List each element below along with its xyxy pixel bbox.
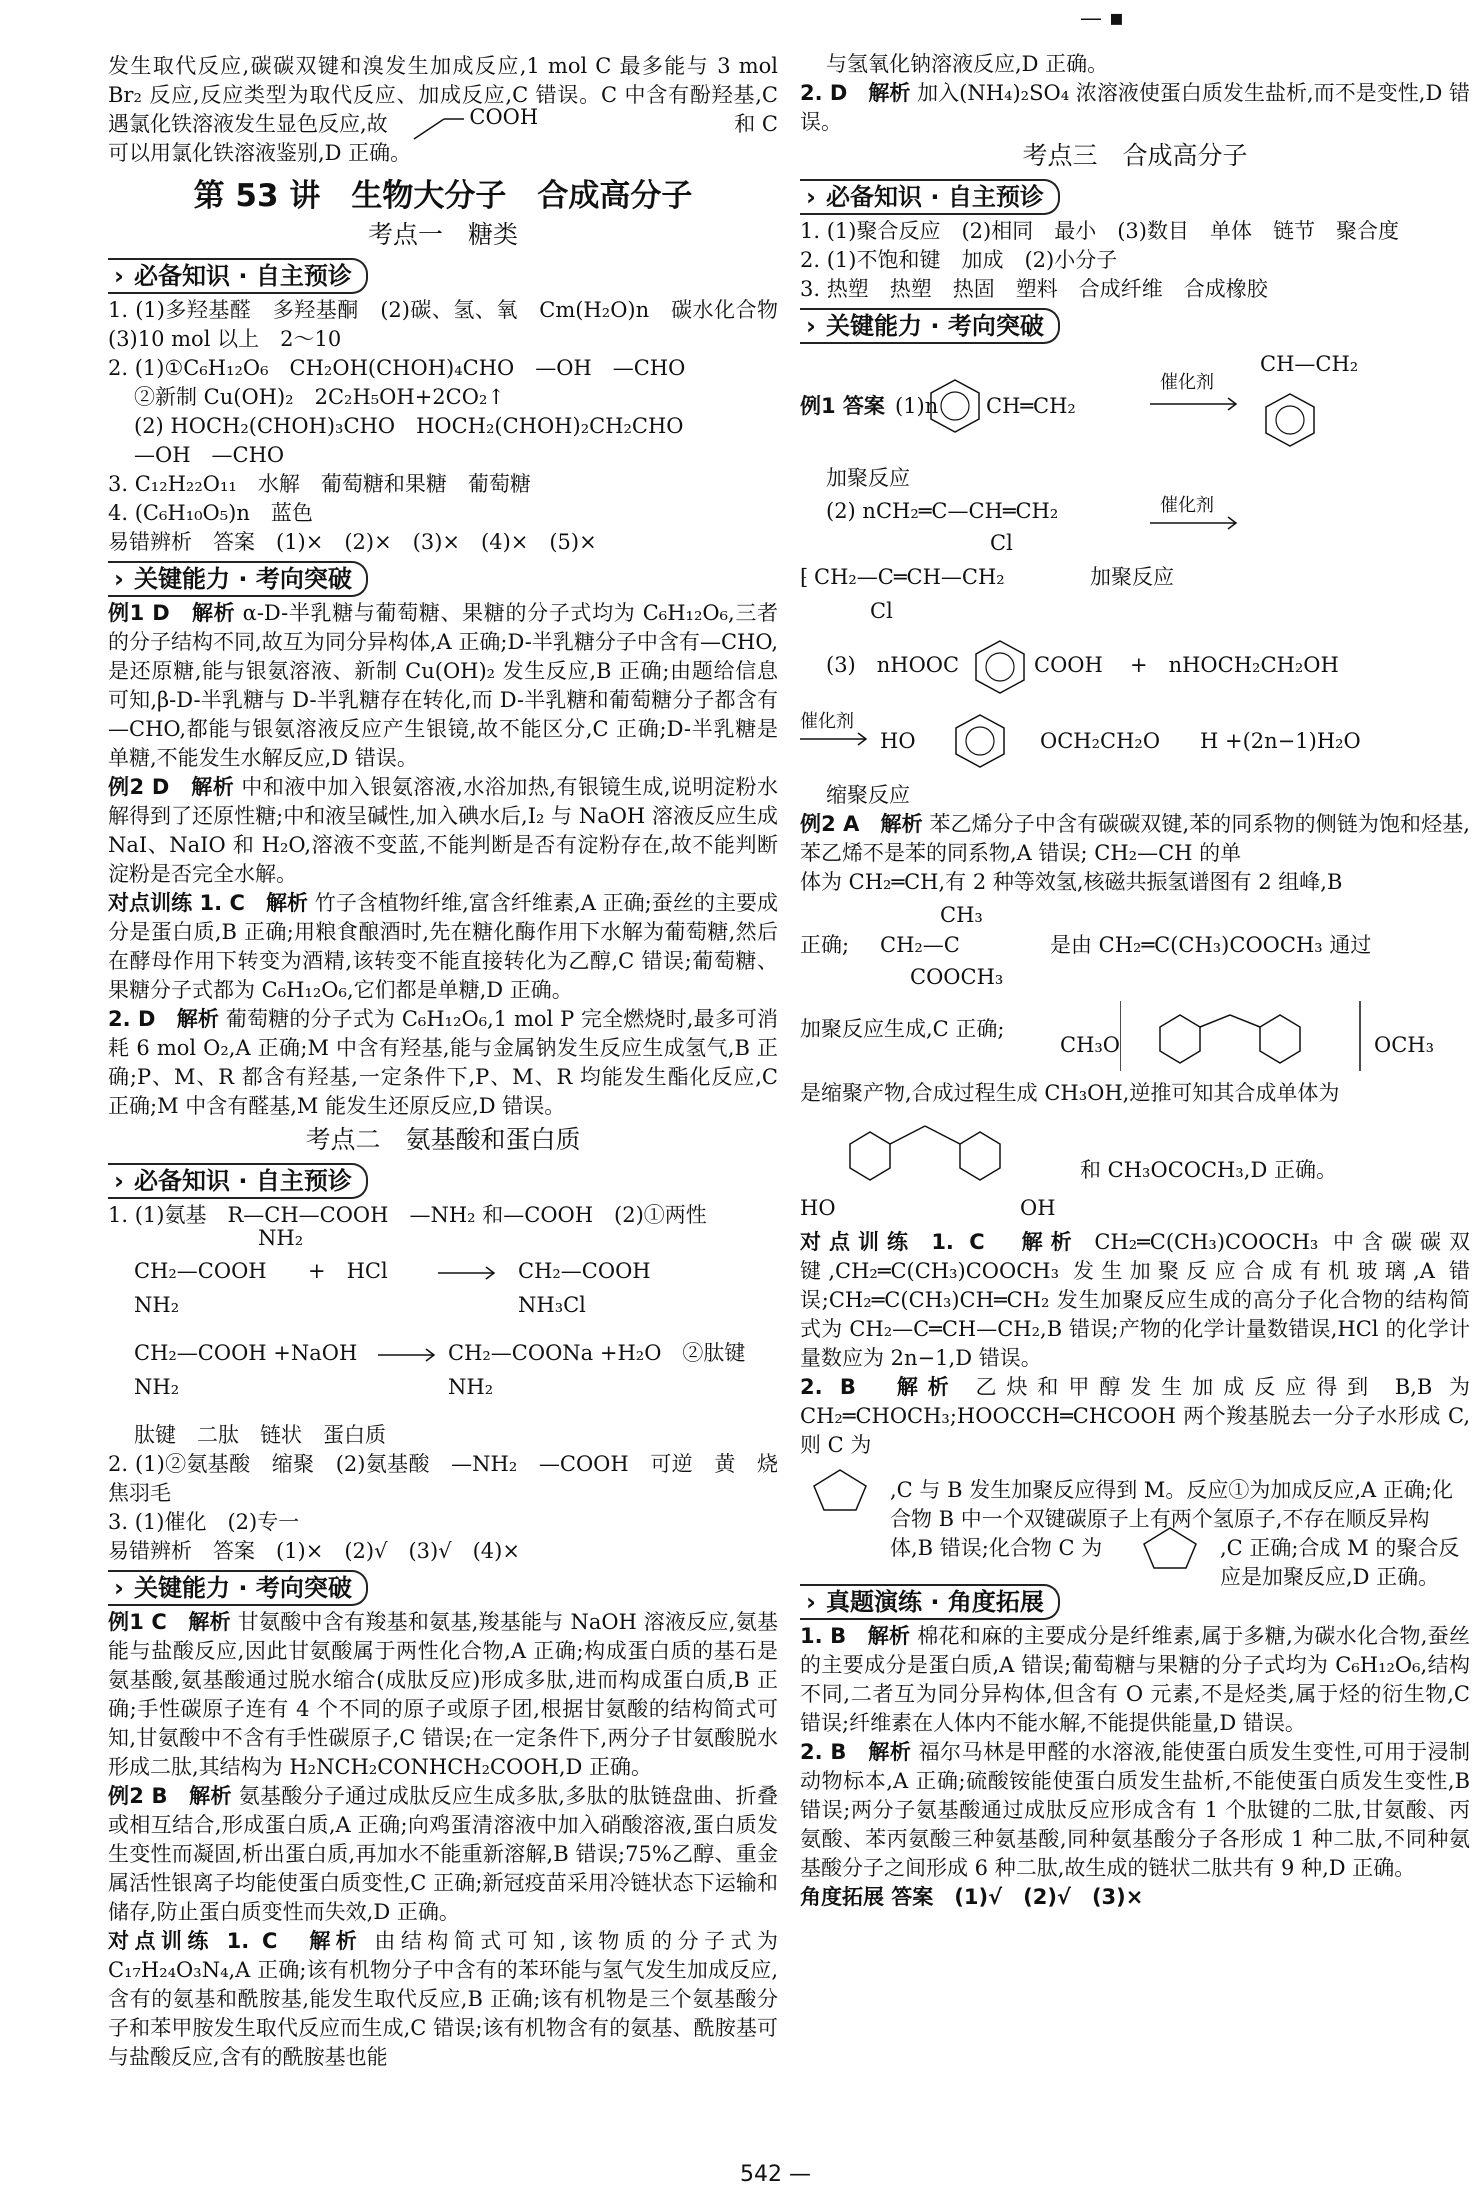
lecture-title: 第 53 讲 生物大分子 合成高分子: [193, 178, 693, 214]
arrow-icon: [438, 1263, 498, 1283]
polymer-pmma: 正确; CH₂—C CH₃ COOCH₃ 是由 CH₂═C(CH₃)COOCH₃ 通过: [800, 903, 1372, 989]
chevron-icon: ›: [114, 1574, 124, 1602]
arrow-icon: [1150, 394, 1240, 414]
arrow-icon: [800, 729, 870, 749]
anhydride-structure: [1130, 1522, 1210, 1574]
chevron-icon: ›: [806, 312, 816, 340]
cooh-group: COOH: [394, 111, 574, 139]
arrow-icon: [1150, 513, 1240, 533]
reaction-chloroprene: (2) nCH₂═C—CH═CH₂ Cl 催化剂: [800, 497, 1470, 559]
polyester-product: 催化剂 HO OCH₂CH₂O H +(2n−1)H₂O: [800, 707, 1470, 777]
corner-mark: — ▪: [1080, 6, 1124, 31]
benzene-ring-icon: [925, 376, 985, 436]
benzene-ring-icon: [950, 711, 1010, 771]
reaction-amino-hcl: CH₂—COOH NH₂ + HCl CH₂—COOH NH₃Cl: [134, 1259, 651, 1317]
maleic-anhydride-1: ,C 与 B 发生加聚反应得到 M。反应①为加成反应,A 正确;化合物 B 中一个双键碳原子上有两个氢原子,不存在顺反异构体,B 错误;化合物 C 为: [800, 1464, 1470, 1518]
bisphenol-a: HO OH 和 CH₃OCOCH₃,D 正确。: [800, 1112, 1470, 1224]
section-band: › 必备知识 · 自主预诊: [108, 1163, 368, 1199]
bisphenol-structure: [1120, 995, 1370, 1075]
chevron-icon: ›: [114, 565, 124, 593]
reaction-amino-naoh: CH₂—COOH +NaOH NH₂ CH₂—COONa +H₂O ②肽键 NH₂: [134, 1341, 746, 1399]
chevron-icon: ›: [806, 183, 816, 211]
section-band: › 关键能力 · 考向突破: [108, 1570, 368, 1606]
chevron-icon: ›: [806, 1588, 816, 1616]
bisphenol-a-structure: [830, 1112, 1030, 1202]
section-band: › 关键能力 · 考向突破: [108, 561, 368, 597]
polymer-chloroprene: ⁅ CH₂—C═CH—CH₂ Cl 加聚反应: [800, 565, 1174, 623]
chevron-icon: ›: [114, 262, 124, 290]
topic-title: 考点三 合成高分子: [1022, 141, 1248, 170]
chevron-icon: ›: [114, 1167, 124, 1195]
benzene-ring-icon: [1260, 390, 1320, 450]
maleic-anhydride-2: ,C 正确;合成 M 的聚合反应是加聚反应,D 正确。: [800, 1522, 1470, 1576]
section-band: › 关键能力 · 考向突破: [800, 308, 1060, 344]
topic-title: 考点二 氨基酸和蛋白质: [305, 1125, 581, 1154]
left-column: 发生取代反应,碳碳双键和溴发生加成反应,1 mol C 最多能与 3 mol Br₂ 反应,反应类型为取代反应、加成反应,C 错误。C 中含有酚羟基,C 遇氯化铁溶液发生显色反应,故 COOH 和 C 可以用氯化铁溶液鉴别,D 正确。 第 53 讲 生物大分子 合成高分子 考点一 糖类 › 必备知识 · 自主预诊 1. (1)多羟基醛 多羟基酮 (2)碳、氢、氧 Cm(H₂O)n 碳水化合物 (3)10 mol 以上 2～10 2. (1)①C₆H₁₂O₆ CH₂OH(CHOH)₄CHO —OH —CHO ②新制 Cu(OH)₂ 2C₂H₅OH+2CO₂↑ (2) HOCH₂(CHOH)₃CHO HOCH₂(CHOH)₂CH₂CHO —OH —CHO 3. C₁₂H₂₂O₁₁ 水解 葡萄糖和果糖 葡萄糖 4. (C₆H₁₀O₅)n 蓝色 易错辨析 答案 (1)× (2)× (3)× (4)× (5)× › 关键能力 · 考向突破 例1 D 解析 α-D-半乳糖与葡萄糖、果糖的分子式均为 C₆H₁₂O₆,三者的分子结构不同,故互为同分异构体,A 正确;D-半乳糖分子中含有—CHO,是还原糖,能与银氨溶液、新制 Cu(OH)₂ 发生反应,B 正确;由题给信息可知,β-D-半乳糖与 D-半乳糖存在转化,而 D-半乳糖和葡萄糖分子都含有—CHO,都能与银氨溶液反应产生银镜,故不能区分,C 正确;D-半乳糖是单糖,不能发生水解反应,D 错误。 例2 D 解析 中和液中加入银氨溶液,水浴加热,有银镜生成,说明淀粉水解得到了还原性糖;中和液呈碱性,加入碘水后,I₂ 与 NaOH 溶液反应生成 NaI、NaIO 和 H₂O,溶液不变蓝,不能判断是否有淀粉存在,故不能判断淀粉是否完全水解。 对点训练 1. C 解析 竹子含植物纤维,富含纤维素,A 正确;蚕丝的主要成分是蛋白质,B 正确;用粮食酿酒时,先在糖化酶作用下水解为葡萄糖,然后在酵母作用下转变为酒精,该转变不能直接转化为乙醇,C 错误;葡萄糖、果糖分子式都为 C₆H₁₂O₆,它们都是单糖,D 正确。 2. D 解析 葡萄糖的分子式为 C₆H₁₂O₆,1 mol P 完全燃烧时,最多可消耗 6 mol O₂,A 正确;M 中含有羟基,能与金属钠发生反应生成氢气,B 正确;P、M、R 都含有羟基,一定条件下,P、M、R 均能发生酯化反应,C 正确;M 中含有醛基,M 能发生还原反应,D 错误。 考点二 氨基酸和蛋白质 › 必备知识 · 自主预诊 1. (1)氨基 R—CH—COOH —NH₂ 和—COOH (2)①两性 NH₂ CH₂—COOH NH₂ + HCl CH₂—COOH NH₃Cl CH₂—COOH +NaOH NH₂ CH₂—COONa +H₂O ②肽键 NH₂ 肽键 二肽 链状 蛋白质 2. (1)②氨基酸 缩聚 (2)氨基酸 —NH₂ —COOH 可逆 黄 烧焦羽毛 3. (1)催化 (2)专一 易错辨析 答案 (1)× (2)√ (3)√ (4)× › 关键能力 · 考向突破 例1 C 解析 甘氨酸中含有羧基和氨基,羧基能与 NaOH 溶液反应,氨基能与盐酸反应,因此甘氨酸属于两性化合物,A 正确;构成蛋白质的基石是氨基酸,氨基酸通过脱水缩合(成肽反应)形成多肽,进而构成蛋白质,B 正确;手性碳原子连有 4 个不同的原子或原子团,根据甘氨酸的结构简式可知,甘氨酸中不含有手性碳原子,C 错误;在一定条件下,两分子甘氨酸脱水形成二肽,其结构为 H₂NCH₂CONHCH₂COOH,D 正确。 例2 B 解析 氨基酸分子通过成肽反应生成多肽,多肽的肽链盘曲、折叠或相互结合,形成蛋白质,A 正确;向鸡蛋清溶液中加入硝酸溶液,蛋白质发生变性而凝固,析出蛋白质,再加水不能重新溶解,B 错误;75%乙醇、重金属活性银离子均能使蛋白质变性,C 正确;新冠疫苗采用冷链状态下运输和储存,防止蛋白质变性而失效,D 正确。 对点训练 1. C 解析 由结构简式可知,该物质的分子式为 C₁₇H₂₄O₃N₄,A 正确;该有机物分子中含有的苯环能与氢气发生加成反应,含有的氨基和酰胺基,能发生取代反应,B 正确;该有机物是三个氨基酸分子和苯甲胺发生取代反应而生成,C 错误;该有机物含有的氨基、酰胺基可与盐酸反应,含有的酰胺基也能: [108, 54, 799, 2069]
section-band: › 真题演练 · 角度拓展: [800, 1584, 1060, 1620]
topic-title: 考点一 糖类: [367, 220, 518, 249]
arrow-icon: [378, 1345, 438, 1365]
polycarbonate: 加聚反应生成,C 正确; CH₃O OCH₃: [800, 995, 1470, 1075]
page-number: 542 —: [740, 2162, 811, 2187]
paragraph: 发生取代反应,碳碳双键和溴发生加成反应,1 mol C 最多能与 3 mol Br₂ 反应,反应类型为取代反应、加成反应,C 错误。C 中含有酚羟基,C 遇氯化铁溶液发生显色反应,故 COOH 和 C: [108, 52, 778, 139]
benzene-ring-icon: [970, 637, 1030, 697]
anhydride-structure: [800, 1464, 880, 1516]
right-column: 与氢氧化钠溶液反应,D 正确。 2. D 解析 加入(NH₄)₂SO₄ 浓溶液使蛋白质发生盐析,而不是变性,D 错误。 考点三 合成高分子 › 必备知识 · 自主预诊 1. (1)聚合反应 (2)相同 最小 (3)数目 单体 链节 聚合度 2. (1)不饱和键 加成 (2)小分子 3. 热塑 热塑 热固 塑料 合成纤维 合成橡胶 › 关键能力 · 考向突破 例1 答案 (1)n CH═CH₂ 催化剂 CH—CH₂ 加聚反应 (2) nCH₂═C—CH═CH₂ Cl 催化剂 ⁅ CH₂—C═CH—CH₂ Cl 加聚反应 (3) nHOOC COOH + nHOCH₂CH₂OH 催化剂 HO OCH₂CH₂O H +(2n−1)H₂O 缩聚反应 例2 A 解析 苯乙烯分子中含有碳碳双键,苯的同系物的侧链为饱和烃基,苯乙烯不是苯的同系物,A 错误; CH₂—CH 的单 体为 CH₂═CH,有 2 种等效氢,核磁共振氢谱图有 2 组峰,B 正确; CH₂—C CH₃ COOCH₃ 是由 CH₂═C(CH₃)COOCH₃ 通过 加聚反应生成,C 正确; CH₃O OCH₃ 是缩聚产物,合成过程生成 CH₃OH,逆推可知其合成单体为 HO OH 和 CH₃OCOCH₃,D 正确。 对点训练 1. C 解析 CH₂═C(CH₃)COOCH₃ 中含碳碳双键,CH₂═C(CH₃)COOCH₃ 发生加聚反应合成有机玻璃,A 错误;CH₂═C(CH₃)CH═CH₂ 发生加聚反应生成的高分子化合物的结构简式为 CH₂—C═CH—CH₂,B 错误;产物的化学计量数错误,HCl 的化学计量数应为 2n−1,D 错误。 2. B 解析 乙炔和甲醇发生加成反应得到 B,B 为 CH₂═CHOCH₃;HOOCCH═CHCOOH 两个羧基脱去一分子水形成 C,则 C 为 ,C 与 B 发生加聚反应得到 M。反应①为加成反应,A 正确;化合物 B 中一个双键碳原子上有两个氢原子,不存在顺反异构体,B 错误;化合物 C 为 ,C 正确;合成 M 的聚合反应是加聚反应,D 正确。 › 真题演练 · 角度拓展 1. B 解析 棉花和麻的主要成分是纤维素,属于多糖,为碳水化合物,蚕丝的主要成分是蛋白质,A 错误;葡萄糖与果糖的分子式均为 C₆H₁₂O₆,结构不同,二者互为同分异构体,但含有 O 元素,不是烃类,属于烃的衍生物,C 错误;纤维素在人体内不能水解,不能提供能量,D 错误。 2. B 解析 福尔马林是甲醛的水溶液,能使蛋白质发生变性,可用于浸制动物标本,A 正确;硫酸铵能使蛋白质发生盐析,不能使蛋白质发生变性,B 错误;两分子氨基酸通过成肽反应形成含有 1 个肽键的二肽,甘氨酸、丙氨酸、苯丙氨酸三种氨基酸,同种氨基酸分子各形成 1 种二肽,不同种氨基酸分子之间形成 6 种二肽,故生成的链状二肽共有 9 种,D 正确。 角度拓展 答案 (1)√ (2)√ (3)×: [800, 52, 1471, 1909]
section-band: › 必备知识 · 自主预诊: [800, 179, 1060, 215]
reaction-styrene: 例1 答案 (1)n CH═CH₂ 催化剂 CH—CH₂: [800, 350, 1470, 460]
reaction-polyester: (3) nHOOC COOH + nHOCH₂CH₂OH: [800, 633, 1470, 703]
section-band: › 必备知识 · 自主预诊: [108, 258, 368, 294]
